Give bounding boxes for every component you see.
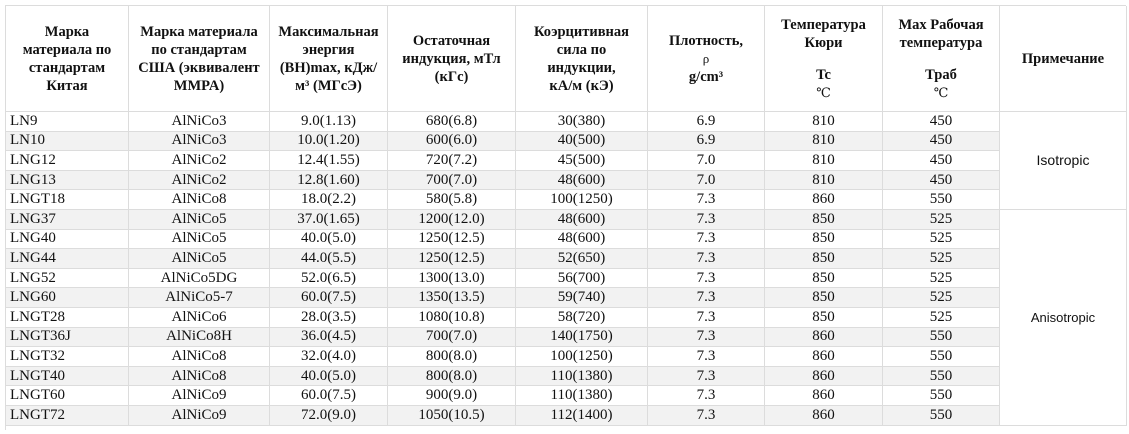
cell-max-work-temp: 450 [883,132,1000,152]
cell-remanence: 800(8.0) [388,367,516,387]
header-line: MMPA) [173,77,225,94]
cell-density: 7.3 [648,249,765,269]
cell-curie-temp: 860 [765,386,883,406]
header-symbol: ρ [702,50,710,66]
header-unit: g/cm³ [688,68,724,85]
header-max-working-temperature [883,6,1000,112]
cell-coercivity: 110(1380) [516,386,648,406]
header-line: Китая [46,77,88,94]
cell-curie-temp: 810 [765,132,883,152]
cell-coercivity: 59(740) [516,288,648,308]
header-line: Примечание [1021,50,1105,67]
cell-density: 7.3 [648,269,765,289]
header-curie-temperature [765,6,883,112]
cell-curie-temp: 850 [765,230,883,250]
cell-density: 7.3 [648,406,765,426]
cell-max-work-temp: 525 [883,249,1000,269]
cell-max-energy: 72.0(9.0) [270,406,388,426]
header-line: индукция, мТл [402,50,501,67]
cell-us-grade: AlNiCo5DG [129,269,270,289]
cell-cn-grade: LNG60 [6,288,129,308]
header-line: Максимальная [278,23,379,40]
cell-coercivity: 45(500) [516,151,648,171]
cell-us-grade: AlNiCo5-7 [129,288,270,308]
cell-remanence: 1200(12.0) [388,210,516,230]
cell-coercivity: 140(1750) [516,328,648,348]
cell-cn-grade: LNGT32 [6,347,129,367]
cell-cn-grade: LN10 [6,132,129,152]
cell-max-energy: 60.0(7.5) [270,288,388,308]
header-symbol: Траб [925,66,957,83]
cell-max-energy: 12.4(1.55) [270,151,388,171]
header-line: температура [899,34,983,51]
cell-us-grade: AlNiCo8 [129,367,270,387]
cell-coercivity: 48(600) [516,210,648,230]
cell-max-work-temp: 550 [883,328,1000,348]
header-unit: ℃ [816,84,831,100]
cell-density: 7.3 [648,190,765,210]
cell-remanence: 720(7.2) [388,151,516,171]
header-line: Температура [781,16,866,33]
cell-cn-grade: LNG37 [6,210,129,230]
header-max-energy [270,6,388,112]
cell-max-energy: 18.0(2.2) [270,190,388,210]
cell-density: 6.9 [648,132,765,152]
cell-cn-grade: LNG40 [6,230,129,250]
header-line: Плотность, [668,32,744,49]
cell-curie-temp: 810 [765,151,883,171]
cell-remanence: 680(6.8) [388,112,516,132]
header-density [648,6,765,112]
cell-max-energy: 40.0(5.0) [270,367,388,387]
cell-max-energy: 9.0(1.13) [270,112,388,132]
header-line: по стандартам [151,41,247,58]
cell-us-grade: AlNiCo2 [129,151,270,171]
cell-coercivity: 56(700) [516,269,648,289]
cell-us-grade: AlNiCo8 [129,347,270,367]
cell-remanence: 700(7.0) [388,328,516,348]
cell-coercivity: 110(1380) [516,367,648,387]
cell-us-grade: AlNiCo3 [129,132,270,152]
cell-max-work-temp: 550 [883,367,1000,387]
cell-remanence: 1250(12.5) [388,230,516,250]
header-line: (кГс) [434,68,469,85]
cell-max-energy: 32.0(4.0) [270,347,388,367]
cell-curie-temp: 850 [765,269,883,289]
header-line: материала по [22,41,112,58]
cell-coercivity: 100(1250) [516,190,648,210]
cell-curie-temp: 860 [765,328,883,348]
cell-curie-temp: 850 [765,288,883,308]
cell-cn-grade: LNGT60 [6,386,129,406]
cell-curie-temp: 810 [765,171,883,191]
cell-max-energy: 37.0(1.65) [270,210,388,230]
cell-us-grade: AlNiCo9 [129,406,270,426]
alnico-properties-table [5,5,1126,430]
cell-max-energy: 36.0(4.5) [270,328,388,348]
cell-max-energy: 10.0(1.20) [270,132,388,152]
header-cn-grade [6,6,129,112]
cell-density: 6.9 [648,112,765,132]
header-line: м³ (МГсЭ) [295,77,362,94]
header-line: Марка [44,23,90,40]
cell-curie-temp: 810 [765,112,883,132]
cell-remanence: 580(5.8) [388,190,516,210]
header-us-grade [129,6,270,112]
note-anisotropic: Anisotropic [1000,210,1127,426]
cell-cn-grade: LN9 [6,112,129,132]
cell-cn-grade: LNG12 [6,151,129,171]
header-coercivity [516,6,648,112]
cell-us-grade: AlNiCo8H [129,328,270,348]
cell-cn-grade: LNG44 [6,249,129,269]
note-isotropic: Isotropic [1000,112,1127,210]
cell-remanence: 1080(10.8) [388,308,516,328]
cell-density: 7.3 [648,210,765,230]
cell-remanence: 900(9.0) [388,386,516,406]
cell-remanence: 1250(12.5) [388,249,516,269]
cell-max-work-temp: 525 [883,308,1000,328]
header-line: сила по [556,41,607,58]
cell-cn-grade: LNGT36J [6,328,129,348]
cell-density: 7.3 [648,308,765,328]
cell-us-grade: AlNiCo2 [129,171,270,191]
cell-density: 7.3 [648,230,765,250]
cell-remanence: 700(7.0) [388,171,516,191]
cell-curie-temp: 850 [765,249,883,269]
cell-density: 7.3 [648,386,765,406]
header-unit: ℃ [933,84,949,100]
cell-cn-grade: LNGT18 [6,190,129,210]
header-remanence [388,6,516,112]
cell-curie-temp: 850 [765,308,883,328]
cell-us-grade: AlNiCo5 [129,230,270,250]
cell-max-work-temp: 550 [883,406,1000,426]
cell-remanence: 1300(13.0) [388,269,516,289]
cell-curie-temp: 860 [765,367,883,387]
cell-curie-temp: 860 [765,190,883,210]
header-line: Коэрцитивная [533,23,629,40]
header-line: США (эквивалент [138,59,260,76]
header-symbol: Tc [816,66,831,83]
cell-max-work-temp: 550 [883,347,1000,367]
cell-us-grade: AlNiCo5 [129,210,270,230]
cell-density: 7.3 [648,288,765,308]
cell-curie-temp: 850 [765,210,883,230]
header-line: энергия [302,41,355,58]
header-note [1000,6,1127,112]
header-line: (BH)max, кДж/ [279,59,378,76]
cell-coercivity: 40(500) [516,132,648,152]
cell-remanence: 800(8.0) [388,347,516,367]
cell-cn-grade: LNGT28 [6,308,129,328]
cell-us-grade: AlNiCo9 [129,386,270,406]
cell-cn-grade: LNGT72 [6,406,129,426]
cell-max-energy: 60.0(7.5) [270,386,388,406]
cell-max-work-temp: 450 [883,171,1000,191]
cell-remanence: 1350(13.5) [388,288,516,308]
cell-coercivity: 112(1400) [516,406,648,426]
cell-curie-temp: 860 [765,406,883,426]
cell-max-work-temp: 550 [883,386,1000,406]
cell-cn-grade: LNGT40 [6,367,129,387]
cell-max-energy: 40.0(5.0) [270,230,388,250]
cell-max-energy: 44.0(5.5) [270,249,388,269]
header-line: Кюри [804,34,843,51]
cell-remanence: 600(6.0) [388,132,516,152]
cell-us-grade: AlNiCo5 [129,249,270,269]
cell-max-energy: 28.0(3.5) [270,308,388,328]
cell-coercivity: 30(380) [516,112,648,132]
cell-max-work-temp: 450 [883,112,1000,132]
cell-max-work-temp: 525 [883,230,1000,250]
cell-us-grade: AlNiCo8 [129,190,270,210]
cell-curie-temp: 860 [765,347,883,367]
cell-coercivity: 48(600) [516,171,648,191]
cell-coercivity: 100(1250) [516,347,648,367]
cell-max-work-temp: 525 [883,269,1000,289]
header-line: кА/м (кЭ) [549,77,614,94]
header-line: Max Рабочая [898,16,984,33]
cell-density: 7.0 [648,171,765,191]
header-line: Остаточная [412,32,491,49]
cell-us-grade: AlNiCo3 [129,112,270,132]
cell-max-work-temp: 450 [883,151,1000,171]
cell-cn-grade: LNG52 [6,269,129,289]
cell-max-energy: 12.8(1.60) [270,171,388,191]
cell-density: 7.3 [648,367,765,387]
cell-coercivity: 58(720) [516,308,648,328]
header-line: Марка материала [140,23,258,40]
cell-remanence: 1050(10.5) [388,406,516,426]
header-line: стандартам [28,59,106,76]
cell-cn-grade: LNG13 [6,171,129,191]
cell-max-work-temp: 550 [883,190,1000,210]
cell-coercivity: 48(600) [516,230,648,250]
cell-max-work-temp: 525 [883,210,1000,230]
cell-us-grade: AlNiCo6 [129,308,270,328]
cell-density: 7.0 [648,151,765,171]
cell-max-energy: 52.0(6.5) [270,269,388,289]
cell-density: 7.3 [648,328,765,348]
cell-max-work-temp: 525 [883,288,1000,308]
header-line: индукции, [547,59,616,76]
cell-density: 7.3 [648,347,765,367]
cell-coercivity: 52(650) [516,249,648,269]
